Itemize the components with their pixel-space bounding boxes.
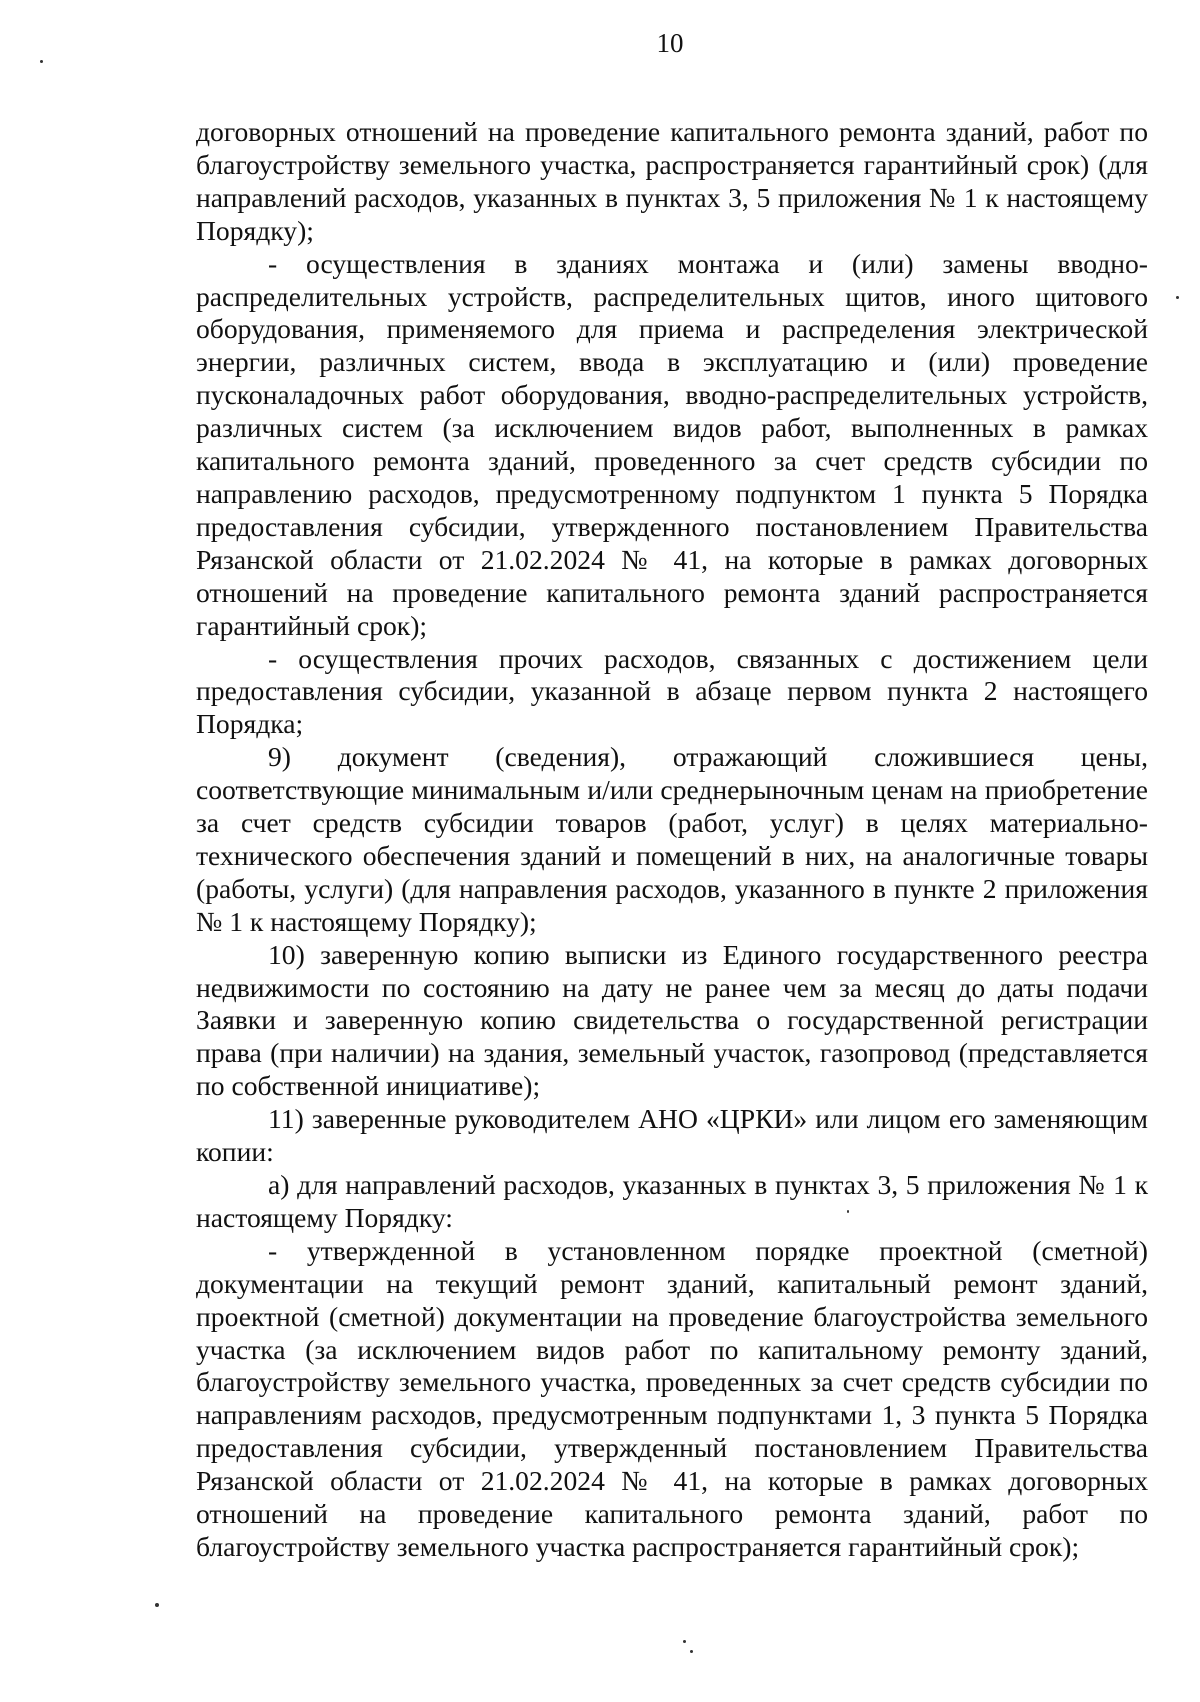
paragraph-bullet-other-expenses: - осуществления прочих расходов, связанных с достижением цели предоставления субсидии, указанной в абзаце первом пункта 2 настоящего Порядка; [196, 642, 1148, 740]
paragraph-continuation: договорных отношений на проведение капитального ремонта зданий, работ по благоустройству земельного участка, распространяется гарантийный срок) (для направлений расходов, указанных в пунктах 3, 5 приложения № 1 к настоящему Порядку); [196, 116, 1148, 246]
scan-speck [155, 1603, 159, 1607]
paragraph-bullet-design-docs: - утвержденной в установленном порядке проектной (сметной) документации на текущий ремонт зданий, капитальный ремонт зданий, проектной (сметной) документации на проведение благоустройства земельного участка (за исключением видов работ по капитальному ремонту зданий, благоустройству земельного участка, проведенных за счет средств субсидии по направлениям расходов, предусмотренным подпунктами 1, 3 пункта 5 Порядка предоставления субсидии, утвержденный постановлением Правительства Рязанской области от 21.02.2024 № 41, на которые в рамках договорных отношений на проведение капитального ремонта зданий, работ по благоустройству земельного участка распространяется гарантийный срок); [196, 1234, 1148, 1562]
paragraph-bullet-electrical: - осуществления в зданиях монтажа и (или) замены вводно-распределительных устройств, распределительных щитов, иного щитового оборудования, применяемого для приема и распределения электрической энергии, различных систем, ввода в эксплуатацию и (или) проведение пусконаладочных работ оборудования, вводно-распределительных устройств, различных систем (за исключением видов работ, выполненных в рамках капитального ремонта зданий, проведенного за счет средств субсидии по направлению расходов, предусмотренному подпунктом 1 пункта 5 Порядка предоставления субсидии, утвержденного постановлением Правительства Рязанской области от 21.02.2024 № 41, на которые в рамках договорных отношений на проведение капитального ремонта зданий распространяется гарантийный срок); [196, 247, 1148, 641]
page-number: 10 [656, 28, 684, 58]
paragraph-item-11: 11) заверенные руководителем АНО «ЦРКИ» или лицом его заменяющим копии: [196, 1103, 1148, 1168]
paragraph-item-9: 9) документ (сведения), отражающий сложившиеся цены, соответствующие минимальным и/или среднерыночным ценам на приобретение за счет средств субсидии товаров (работ, услуг) в целях материально-технического обеспечения зданий и помещений в них, на аналогичные товары (работы, услуги) (для направления расходов, указанного в пункте 2 приложения № 1 к настоящему Порядку); [196, 741, 1148, 937]
scan-speck [847, 1210, 849, 1213]
scan-speck [1176, 296, 1179, 299]
document-body [196, 116, 1148, 1564]
scan-speck [40, 60, 43, 63]
paragraph-subitem-a: а) для направлений расходов, указанных в пунктах 3, 5 приложения № 1 к настоящему Порядку: [196, 1169, 1148, 1233]
scan-speck [683, 1640, 686, 1643]
paragraph-item-10: 10) заверенную копию выписки из Единого государственного реестра недвижимости по состоянию на дату не ранее чем за месяц до даты подачи Заявки и заверенную копию свидетельства о государственной регистрации права (при наличии) на здания, земельный участок, газопровод (представляется по собственной инициативе); [196, 938, 1148, 1102]
scan-speck [690, 1650, 693, 1653]
